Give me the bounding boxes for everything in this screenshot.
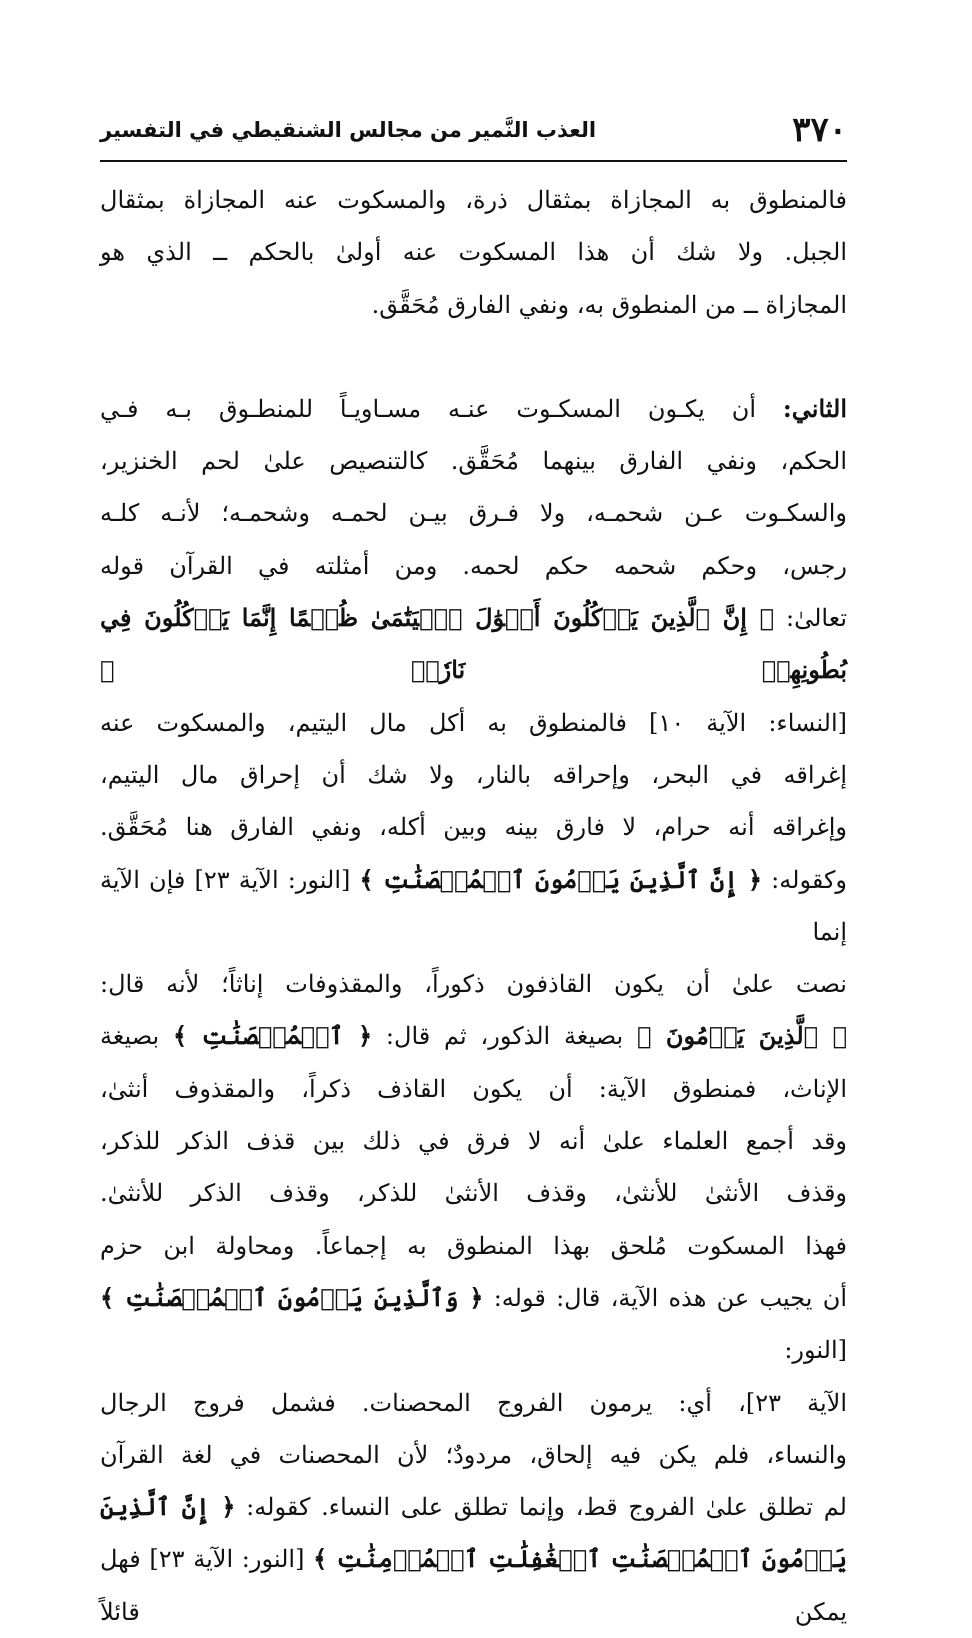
text-line: الجبل. ولا شك أن هذا المسكوت عنه أولىٰ بالحكم ــ الذي هو xyxy=(100,238,847,267)
header-rule xyxy=(100,160,847,162)
quran-verse: ﴿ إِنَّ ٱلَّذِينَ xyxy=(100,1492,236,1522)
text-line xyxy=(100,1272,847,1377)
page-header xyxy=(100,108,847,158)
text-line: رجس، وحكم شحمه حكم لحمه. ومن أمثلته في القرآن قوله xyxy=(100,551,847,580)
text-line xyxy=(100,383,847,435)
text-line: والنساء، فلم يكن فيه إلحاق، مردودٌ؛ لأن المحصنات في لغة القرآن xyxy=(100,1440,847,1469)
text-line: فالمنطوق به المجازاة بمثقال ذرة، والمسكوت عنه المجازاة بمثقال xyxy=(100,186,847,214)
text-line: الآية ٢٣]، أي: يرمون الفروج المحصنات. فشمل فروج الرجال xyxy=(100,1388,848,1417)
quran-verse: يَرۡمُونَ ٱلۡمُحۡصَنَٰتِ ٱلۡغَٰفِلَٰتِ ٱلۡمُؤۡمِنَٰتِ ﴾ xyxy=(313,1544,847,1574)
quran-verse: ﴿ إِنَّ ٱلَّذِينَ يَرۡمُونَ ٱلۡمُحۡصَنَٰتِ ﴾ xyxy=(359,864,763,894)
text-line xyxy=(100,1010,847,1062)
text-line: نصت علىٰ أن يكون القاذفون ذكوراً، والمقذوفات إناثاً؛ لأنه قال: xyxy=(100,970,847,999)
text-line: وقذف الأنثىٰ للأنثىٰ، وقذف الأنثىٰ للذكر، وقذف الذكر للأنثىٰ. xyxy=(100,1179,847,1208)
text-line: إغراقه في البحر، وإحراقه بالنار، ولا شك أن إحراق مال اليتيم، xyxy=(100,760,847,789)
text-segment: أن يكـون المسكـوت عنـه مسـاويـاً للمنطـوق بـه فـي xyxy=(100,394,783,423)
text-segment: بصيغة الذكور، ثم قال: xyxy=(372,1022,637,1051)
text-line xyxy=(100,854,847,959)
text-line xyxy=(100,1533,847,1638)
page-body xyxy=(100,174,847,1638)
page-number: ٣٧٠ xyxy=(792,110,847,150)
text-segment: وكقوله: xyxy=(762,865,847,894)
text-line: وإغراقه أنه حرام، لا فارق بينه وبين أكله، ونفي الفارق هنا مُحَقَّق. xyxy=(100,813,847,842)
text-line: المجازاة ــ من المنطوق به، ونفي الفارق مُحَقَّق. xyxy=(371,290,847,319)
paragraph-gap xyxy=(100,331,847,383)
text-line: وقد أجمع العلماء علىٰ أنه لا فرق في ذلك بين قذف الذكر للذكر، xyxy=(100,1127,847,1156)
text-line xyxy=(100,592,847,697)
quran-verse: ﴿ وَٱلَّذِينَ يَرۡمُونَ ٱلۡمُحۡصَنَٰتِ ﴾ xyxy=(100,1282,484,1312)
text-segment: تعالىٰ: xyxy=(774,604,847,633)
text-line: والسكـوت عـن شحمـه، ولا فـرق بيـن لحمـه وشحمـه؛ لأنـه كلـه xyxy=(100,499,847,528)
text-line: فهذا المسكوت مُلحق بهذا المنطوق به إجماعاً. ومحاولة ابن حزم xyxy=(100,1231,847,1260)
text-line: الحكم، ونفي الفارق بينهما مُحَقَّق. كالتنصيص علىٰ لحم الخنزير، xyxy=(100,447,847,476)
quran-verse: ﴿ إِنَّ ٱلَّذِينَ يَأۡكُلُونَ أَمۡوَٰلَ ٱلۡيَتَٰمَىٰ ظُلۡمًا إِنَّمَا يَأۡكُلُونَ فِي بُطُونِهِمۡ نَارٗاۖ ﴾ xyxy=(100,603,847,685)
running-title: العذب النَّمير من مجالس الشنقيطي في التفسير xyxy=(100,118,597,142)
text-line xyxy=(100,1481,847,1533)
text-line: [النساء: الآية ١٠] فالمنطوق به أكل مال اليتيم، والمسكوت عنه xyxy=(100,708,847,737)
text-line: الإناث، فمنطوق الآية: أن يكون القاذف ذكراً، والمقذوف أنثىٰ، xyxy=(100,1074,847,1103)
quran-verse: ﴿ ٱلۡمُحۡصَنَٰتِ ﴾ xyxy=(172,1021,373,1051)
section-lead: الثاني: xyxy=(782,393,847,423)
text-segment: بصيغة xyxy=(100,1022,173,1051)
text-segment: [النور: الآية ٢٣] فهل يمكن قائلاً xyxy=(100,1545,847,1626)
quran-verse: ﴿ ٱلَّذِينَ يَرۡمُونَ ﴾ xyxy=(637,1021,847,1051)
text-segment: أن يجيب عن هذه الآية، قال: قوله: xyxy=(483,1283,847,1312)
text-segment: لم تطلق علىٰ الفروج قط، وإنما تطلق على النساء. كقوله: xyxy=(235,1493,847,1522)
text-segment: [النور: الآية ٢٣] فإن الآية إنما xyxy=(100,865,847,946)
text-segment: [النور: xyxy=(784,1336,847,1365)
